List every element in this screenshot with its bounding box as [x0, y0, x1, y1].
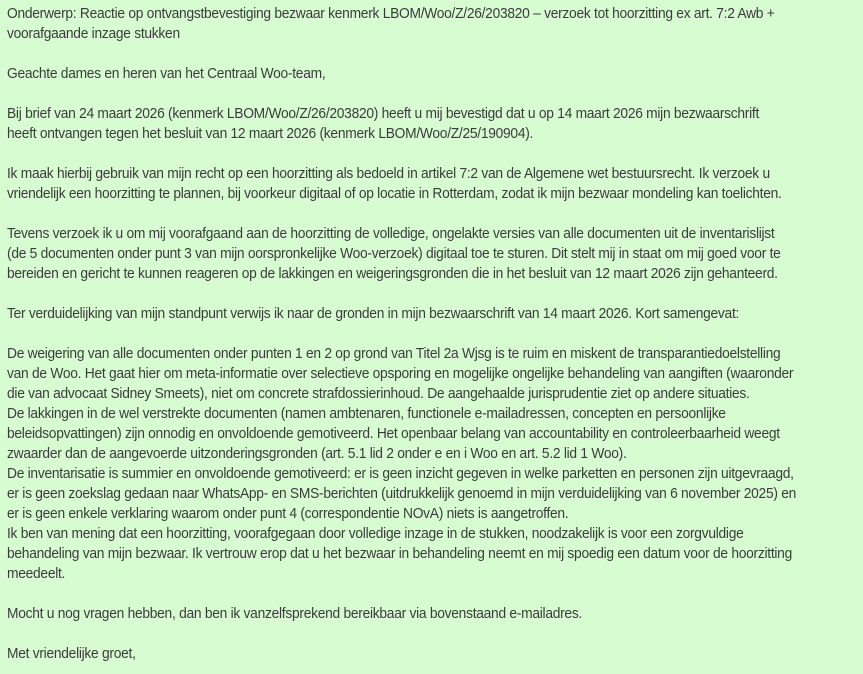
text-line: voorafgaande inzage stukken	[7, 25, 180, 42]
paragraph-subject	[7, 4, 863, 44]
paragraph-closing	[7, 644, 863, 664]
text-line: Ik maak hierbij gebruik van mijn recht op een hoorzitting als bedoeld in artikel 7:2 van de Algemene wet bestuursrecht. Ik verzoek u	[7, 165, 770, 182]
paragraph-confirmation-reference	[7, 104, 863, 144]
paragraph-documents-request	[7, 224, 863, 284]
text-line: Met vriendelijke groet,	[7, 645, 136, 662]
text-line: Ter verduidelijking van mijn standpunt verwijs ik naar de gronden in mijn bezwaarschrift van 14 maart 2026. Kort samengevat:	[7, 305, 740, 322]
text-line: bereiden en gericht te kunnen reageren op de lakkingen en weigeringsgronden die in het besluit van 12 maart 2026 zijn gehanteerd.	[7, 265, 778, 282]
paragraph-contact-note	[7, 604, 863, 624]
text-line: beleidsopvattingen) zijn onnodig en onvoldoende gemotiveerd. Het openbaar belang van accountability en controleerbaarheid weegt	[7, 425, 780, 442]
text-line: er is geen enkele verklaring waarom onder punt 4 (correspondentie NOvA) niets is aangetroffen.	[7, 505, 569, 522]
text-line: Ik ben van mening dat een hoorzitting, voorafgegaan door volledige inzage in de stukken, noodzakelijk is voor een zorgvuldige	[7, 525, 744, 542]
text-line: heeft ontvangen tegen het besluit van 12 maart 2026 (kenmerk LBOM/Woo/Z/25/190904).	[7, 125, 534, 142]
text-line: behandeling van mijn bezwaar. Ik vertrouw erop dat u het bezwaar in behandeling neemt en mij spoedig een datum voor de hoorzitting	[7, 545, 792, 562]
text-line: er is geen zoekslag gedaan naar WhatsApp- en SMS-berichten (uitdrukkelijk genoemd in mijn verduidelijking van 6 november 2025) en	[7, 485, 797, 502]
text-line: van de Woo. Het gaat hier om meta-informatie over selectieve opsporing en mogelijke ongelijke behandeling van aangiften (waaronder	[7, 365, 794, 382]
text-line: Bij brief van 24 maart 2026 (kenmerk LBOM/Woo/Z/26/203820) heeft u mij bevestigd dat u op 14 maart 2026 mijn bezwaarschrift	[7, 105, 760, 122]
text-line: De inventarisatie is summier en onvoldoende gemotiveerd: er is geen inzicht gegeven in welke parketten en personen zijn uitgevraagd,	[7, 465, 794, 482]
text-line: die van advocaat Sidney Smeets), niet om concrete strafdossierinhoud. De aangehaalde jurisprudentie ziet op andere situaties.	[7, 385, 750, 402]
paragraph-salutation	[7, 64, 863, 84]
paragraph-hearing-request	[7, 164, 863, 204]
paragraph-grounds-intro	[7, 304, 863, 324]
text-line: Tevens verzoek ik u om mij voorafgaand aan de hoorzitting de volledige, ongelakte versies van alle documenten uit de inventarislijst	[7, 225, 775, 242]
text-line: vriendelijk een hoorzitting te plannen, bij voorkeur digitaal of op locatie in Rotterdam, zodat ik mijn bezwaar mondeling kan toelichten.	[7, 185, 782, 202]
text-line: Onderwerp: Reactie op ontvangstbevestiging bezwaar kenmerk LBOM/Woo/Z/26/203820 – verzoek tot hoorzitting ex art. 7:2 Awb +	[7, 5, 775, 22]
text-line: Geachte dames en heren van het Centraal Woo-team,	[7, 65, 326, 82]
text-line: meedeelt.	[7, 565, 66, 582]
paragraph-grounds-summary	[7, 344, 863, 584]
text-line: De weigering van alle documenten onder punten 1 en 2 op grond van Titel 2a Wjsg is te ruim en miskent de transparantiedoelstelling	[7, 345, 781, 362]
text-line: zwaarder dan de aangevoerde uitzonderingsgronden (art. 5.1 lid 2 onder e en i Woo en art. 5.2 lid 1 Woo).	[7, 445, 627, 462]
text-line: Mocht u nog vragen hebben, dan ben ik vanzelfsprekend bereikbaar via bovenstaand e-mailadres.	[7, 605, 583, 622]
text-line: De lakkingen in de wel verstrekte documenten (namen ambtenaren, functionele e-mailadressen, concepten en persoonlijke	[7, 405, 726, 422]
text-line: (de 5 documenten onder punt 3 van mijn oorspronkelijke Woo-verzoek) digitaal toe te sturen. Dit stelt mij in staat om mij goed voor te	[7, 245, 781, 262]
